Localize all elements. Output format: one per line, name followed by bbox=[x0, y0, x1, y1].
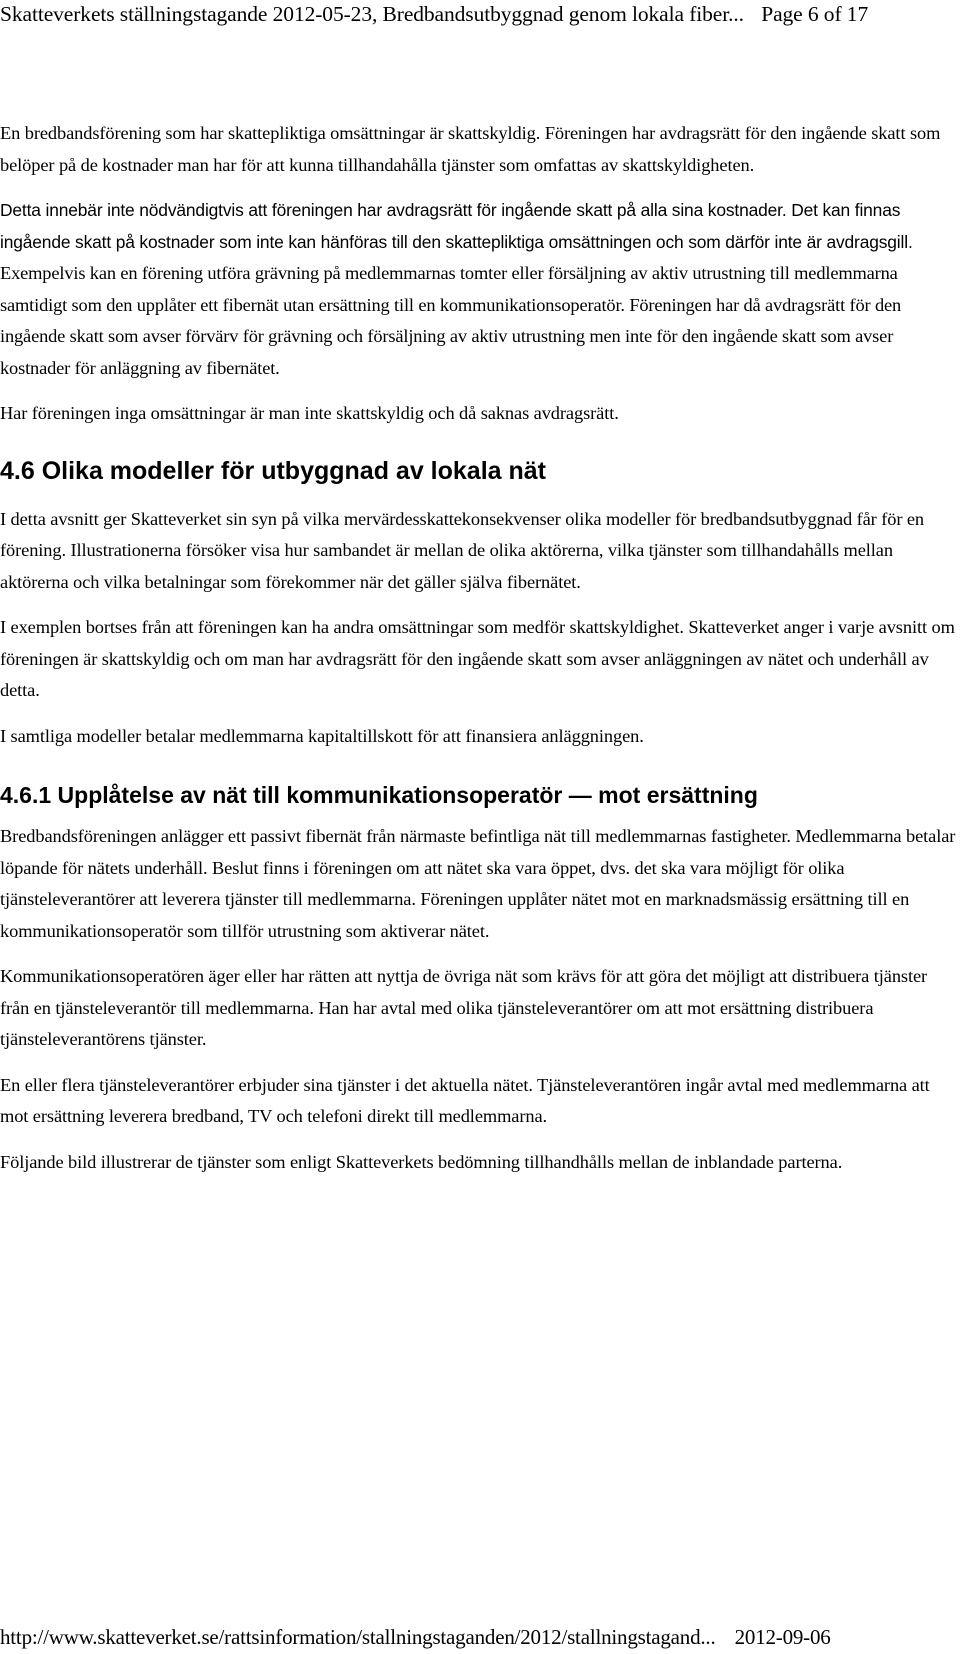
paragraph: Har föreningen inga omsättningar är man inte skattskyldig och då saknas avdragsrätt. bbox=[0, 403, 619, 423]
paragraph: I detta avsnitt ger Skatteverket sin syn på vilka mervärdesskattekonsekvenser olika modeller för bredbandsutbyggnad får för en förening. Illustrationerna försöker visa hur sambandet är mellan de olika aktörerna, vilka tjänster som tillhandahålls mellan aktörerna och vilka betalningar som förekommer när det gäller själva fibernätet. bbox=[0, 508, 925, 592]
page-header bbox=[0, 0, 960, 28]
page-footer bbox=[0, 1623, 960, 1651]
page-number: Page 6 of 17 bbox=[761, 2, 869, 26]
paragraph: En bredbandsförening som har skattepliktiga omsättningar är skattskyldig. Föreningen har avdragsrätt för den ingående skatt som belöper på de kostnader man har för att kunna tillhandahålla tjänster som omfattas av skattskyldigheten. bbox=[0, 123, 941, 175]
paragraph bbox=[0, 195, 958, 384]
subsection-heading: 4.6.1 Upplåtelse av nät till kommunikationsoperatör — mot ersättning bbox=[0, 782, 758, 808]
paragraph: I samtliga modeller betalar medlemmarna kapitaltillskott för att finansiera anläggningen. bbox=[0, 725, 644, 746]
paragraph: I exemplen bortses från att föreningen kan ha andra omsättningar som medför skattskyldighet. Skatteverket anger i varje avsnitt om föreningen är skattskyldig och om man har avdragsrätt för den ingående skatt som avser anläggningen av nätet och underhåll av detta. bbox=[0, 617, 955, 700]
source-url: http://www.skatteverket.se/rattsinformation/stallningstaganden/2012/stallningstagand... bbox=[0, 1625, 716, 1649]
print-date: 2012-09-06 bbox=[734, 1625, 831, 1649]
paragraph-serif-part: Exempelvis kan en förening utföra grävning på medlemmarnas tomter eller försäljning av aktiv utrustning till medlemmarna samtidigt som den upplåter ett fibernät utan ersättning till en kommunikationsoperatör. Föreningen har då avdragsrätt för den ingående skatt som avser förvärv för grävning och försäljning av aktiv utrustning men inte för den ingående skatt som avser kostnader för anläggning av fibernätet. bbox=[0, 263, 902, 378]
document-title: Skatteverkets ställningstagande 2012-05-23, Bredbandsutbyggnad genom lokala fiber... bbox=[0, 2, 744, 26]
paragraph: Följande bild illustrerar de tjänster som enligt Skatteverkets bedömning tillhandhålls mellan de inblandade parterna. bbox=[0, 1151, 843, 1172]
section-heading: 4.6 Olika modeller för utbyggnad av lokala nät bbox=[0, 456, 546, 485]
paragraph: Kommunikationsoperatören äger eller har rätten att nyttja de övriga nät som krävs för att göra det möjligt att distribuera tjänster från en tjänsteleverantör till medlemmarna. Han har avtal med olika tjänsteleverantörer om att mot ersättning distribuera tjänsteleverantörens tjänster. bbox=[0, 966, 928, 1049]
paragraph-sans-part: Detta innebär inte nödvändigtvis att föreningen har avdragsrätt för ingående skatt på alla sina kostnader. Det kan finnas ingående skatt på kostnader som inte kan hänföras till den skattepliktiga omsättningen och som därför inte är avdragsgill. bbox=[0, 200, 913, 252]
paragraph: Bredbandsföreningen anlägger ett passivt fibernät från närmaste befintliga nät till medlemmarnas fastigheter. Medlemmarna betalar löpande för nätets underhåll. Beslut finns i föreningen om att nätet ska vara öppet, dvs. det ska vara möjligt för olika tjänsteleverantörer att leverera tjänster till medlemmarna. Föreningen upplåter nätet mot en marknadsmässig ersättning till en kommunikationsoperatör som tillför utrustning som aktiverar nätet. bbox=[0, 826, 956, 941]
paragraph: En eller flera tjänsteleverantörer erbjuder sina tjänster i det aktuella nätet. Tjänsteleverantören ingår avtal med medlemmarna att mot ersättning leverera bredband, TV och telefoni direkt till medlemmarna. bbox=[0, 1074, 930, 1126]
document-body bbox=[0, 118, 958, 1192]
